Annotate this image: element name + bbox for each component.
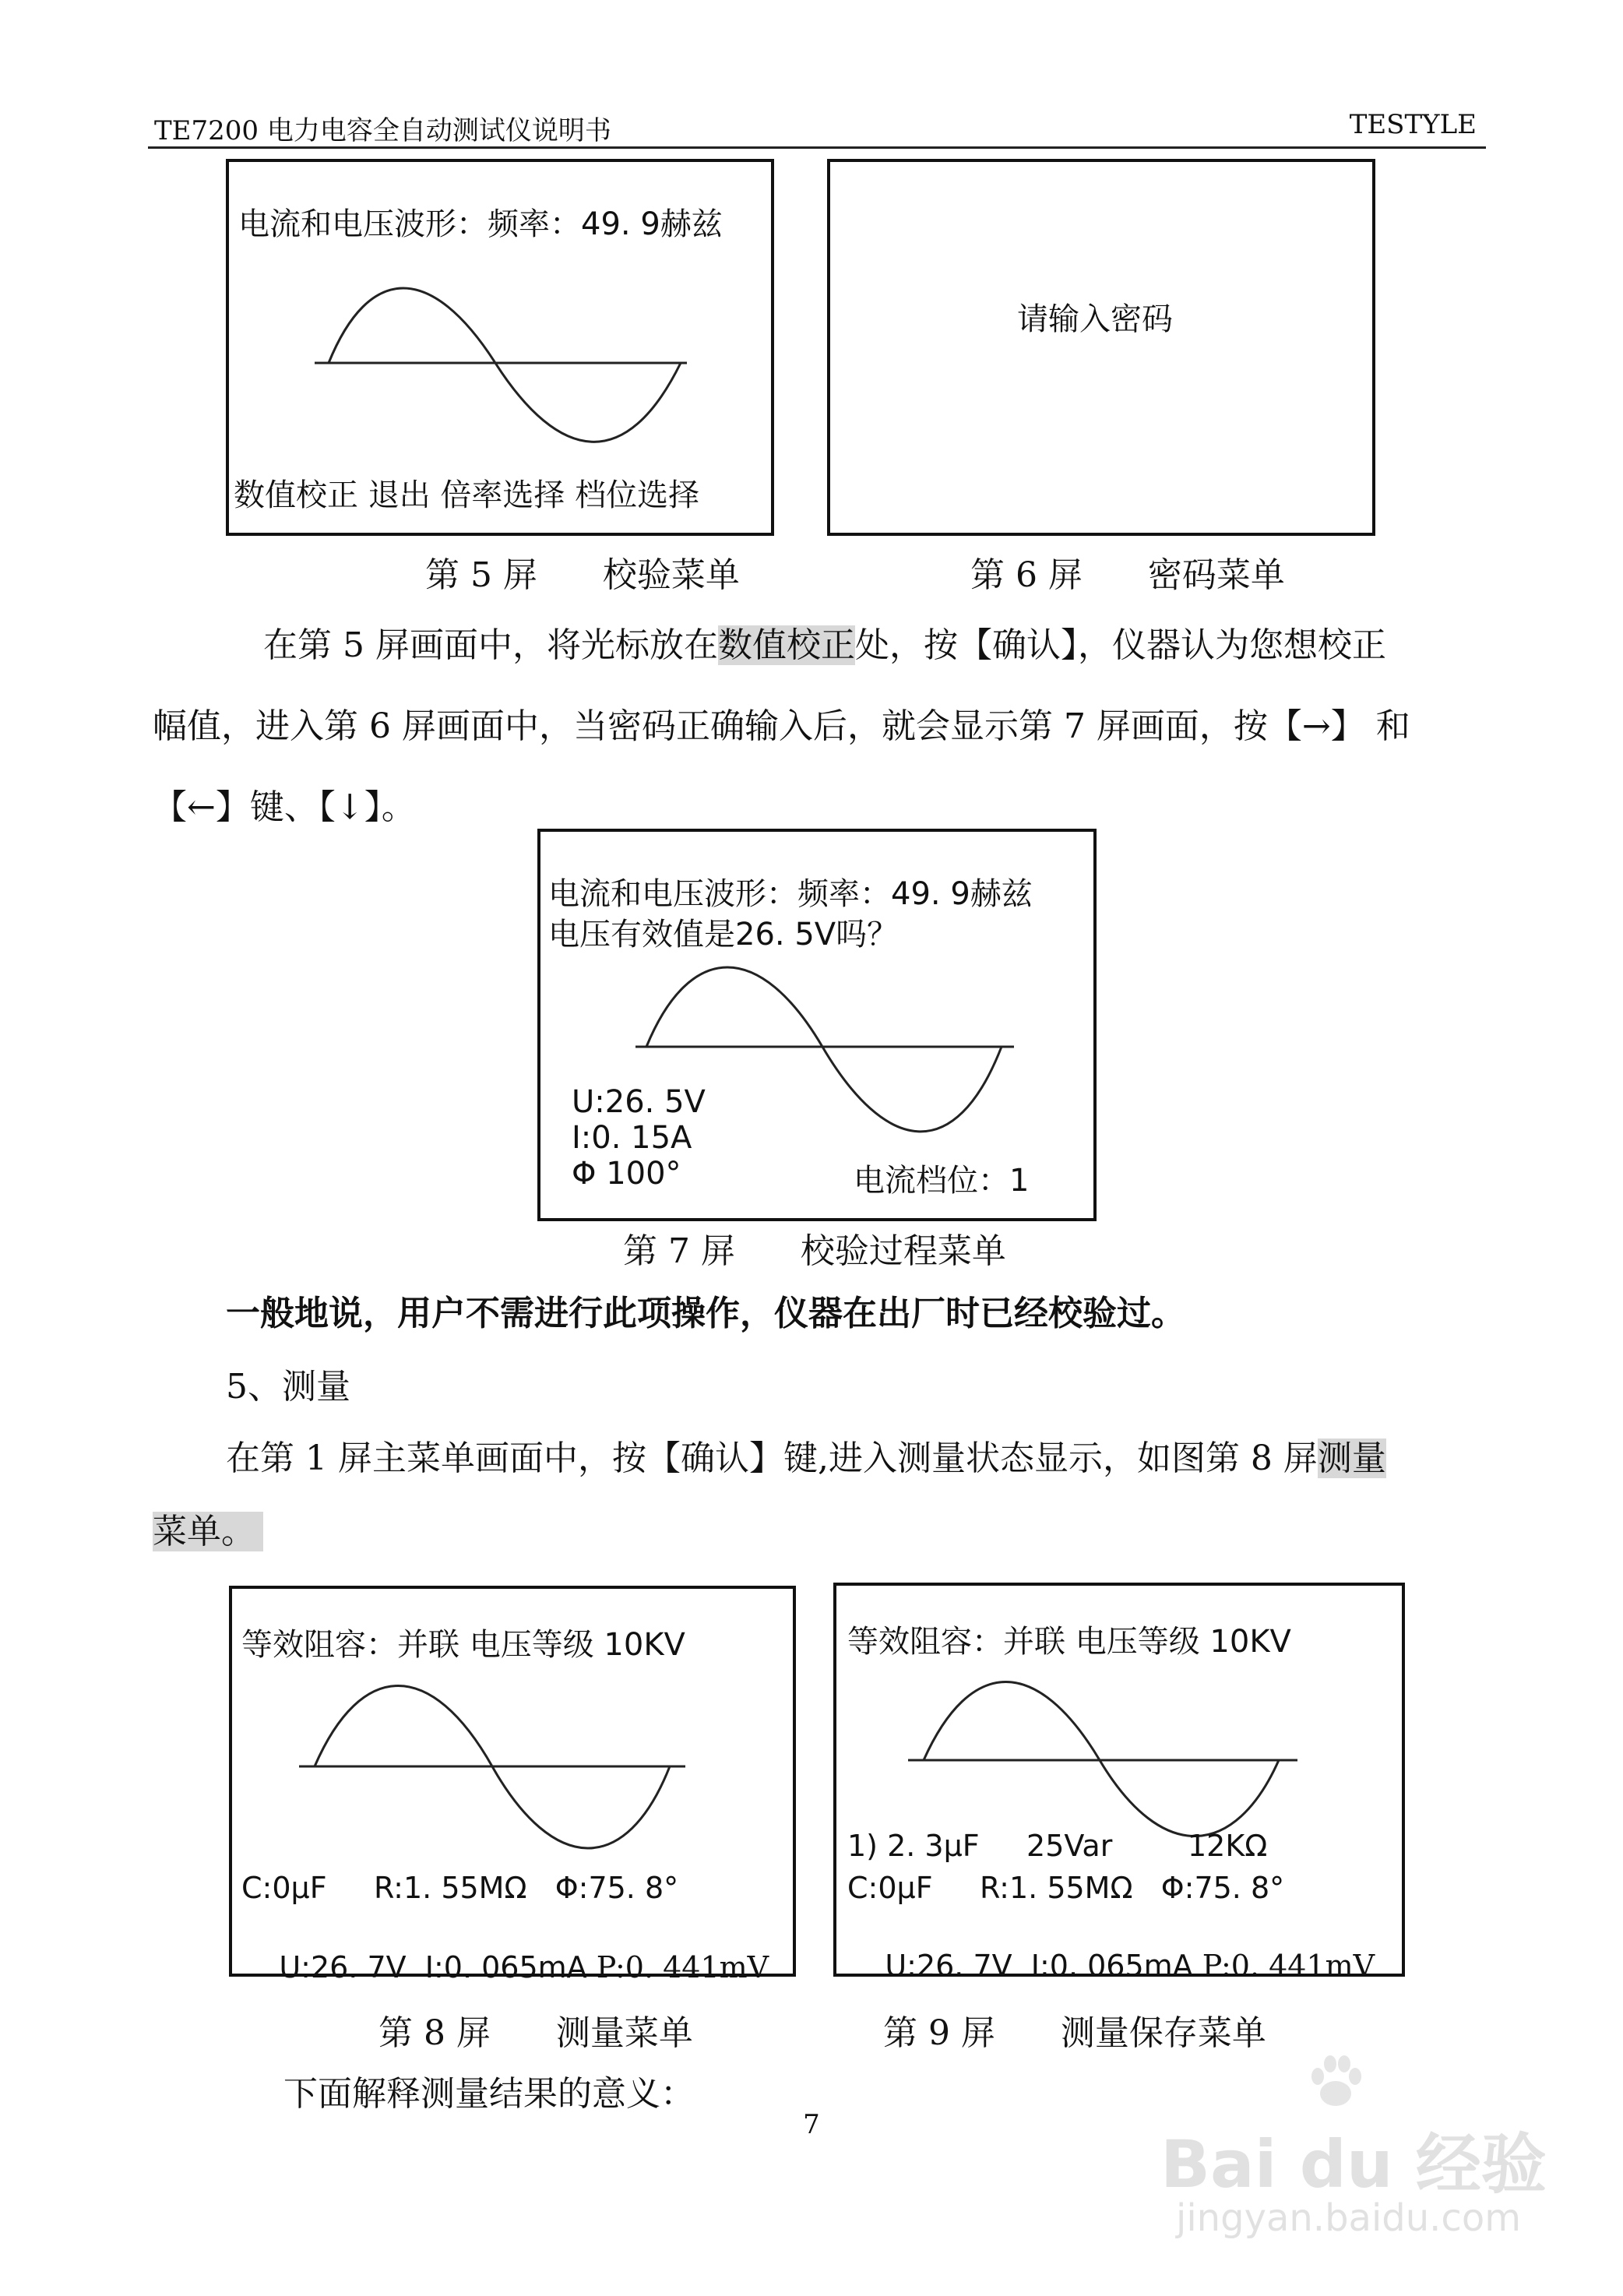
screen-5-menu-bar: 数值校正 退出 倍率选择 档位选择: [234, 477, 700, 513]
screen-7-calibration-process-menu: [537, 829, 1097, 1221]
highlight-menu: 菜单。: [153, 1512, 263, 1551]
screen-7-question: 电压有效值是26. 5V吗？: [548, 917, 899, 953]
screen-5-calibration-menu: [226, 159, 774, 536]
paragraph-3: 下面解释测量结果的意义：: [283, 2074, 695, 2114]
paragraph-1-line-2: 幅值，进入第 6 屏画面中，当密码正确输入后，就会显示第 7 屏画面，按【→】 和: [153, 706, 1410, 746]
page-number: 7: [803, 2109, 820, 2140]
paragraph-2-line-1: [226, 1430, 1386, 1480]
paragraph-1-line-1: [263, 617, 1386, 667]
screen-6-password-menu: [827, 159, 1375, 536]
screen-7-current-readout: I:0. 15A: [572, 1120, 692, 1156]
screen-7-phase-readout: Φ 100°: [572, 1156, 681, 1192]
screen-8-title: 等效阻容：并联 电压等级 10KV: [241, 1627, 685, 1663]
screen-6-password-prompt: 请输入密码: [1017, 301, 1173, 337]
screen-9-readout-row-1: C:0μF R:1. 55MΩ Φ:75. 8°: [847, 1871, 1285, 1905]
screen-6-caption: 第 6 屏 密码菜单: [970, 555, 1285, 595]
screen-7-current-range: 电流档位：1: [854, 1163, 1030, 1199]
screen-8-power: P:0. 441mV: [596, 1950, 769, 1984]
screen-8-voltage-current: U:26. 7V I:0. 065mA: [279, 1950, 597, 1984]
factory-calibration-note: 一般地说，用户不需进行此项操作，仪器在出厂时已经校验过。: [226, 1294, 1185, 1333]
highlight-measurement: 测量: [1317, 1439, 1386, 1478]
screen-9-measurement-save-menu: [833, 1583, 1405, 1983]
screen-5-waveform: [315, 287, 696, 458]
screen-8-caption: 第 8 屏 测量菜单: [378, 2013, 693, 2053]
screen-9-title: 等效阻容：并联 电压等级 10KV: [847, 1624, 1291, 1660]
screen-9-saved-record: 1) 2. 3μF 25Var 12KΩ: [847, 1829, 1268, 1863]
highlight-numeric-calibration: 数值校正: [717, 625, 855, 665]
screen-9-power: P:0. 441mV: [1202, 1949, 1375, 1983]
header-divider: [148, 146, 1486, 149]
screen-9-caption: 第 9 屏 测量保存菜单: [883, 2013, 1266, 2053]
watermark-brand: Bai du 经验: [1160, 2126, 1547, 2203]
paw-icon: [1301, 2048, 1371, 2118]
watermark-url: jingyan.baidu.com: [1176, 2196, 1521, 2240]
screen-9-waveform: [908, 1671, 1313, 1835]
screen-5-title: 电流和电压波形：频率：49. 9赫兹: [238, 206, 723, 242]
screen-8-measurement-menu: [229, 1586, 796, 1984]
paragraph-1-text-b: 处，按【确认】，仪器认为您想校正: [854, 625, 1386, 665]
paragraph-2-line-2: [153, 1503, 263, 1553]
header-title: TE7200 电力电容全自动测试仪说明书: [154, 115, 611, 146]
paragraph-2-text-a: 在第 1 屏主菜单画面中，按【确认】键,进入测量状态显示，如图第 8 屏: [226, 1439, 1318, 1478]
screen-9-readout-row-2: [847, 1914, 1375, 2017]
screen-9-voltage-current: U:26. 7V I:0. 065mA: [885, 1949, 1202, 1983]
screen-7-voltage-readout: U:26. 5V: [572, 1084, 706, 1120]
screen-7-title: 电流和电压波形：频率：49. 9赫兹: [548, 876, 1033, 912]
screen-8-readout-row-1: C:0μF R:1. 55MΩ Φ:75. 8°: [241, 1871, 679, 1905]
paragraph-1-text-a: 在第 5 屏画面中，将光标放在: [263, 625, 718, 665]
screen-8-waveform: [299, 1682, 704, 1854]
screen-8-readout-row-2: [241, 1916, 769, 2019]
section-heading-measurement: 5、测量: [226, 1367, 350, 1407]
screen-7-caption: 第 7 屏 校验过程菜单: [623, 1231, 1006, 1271]
paragraph-1-line-3: 【←】键、【↓】。: [153, 787, 416, 827]
header-brand: TESTYLE: [1349, 109, 1477, 140]
baidu-jingyan-watermark: [1153, 2041, 1589, 2259]
screen-5-caption: 第 5 屏 校验菜单: [425, 555, 740, 595]
